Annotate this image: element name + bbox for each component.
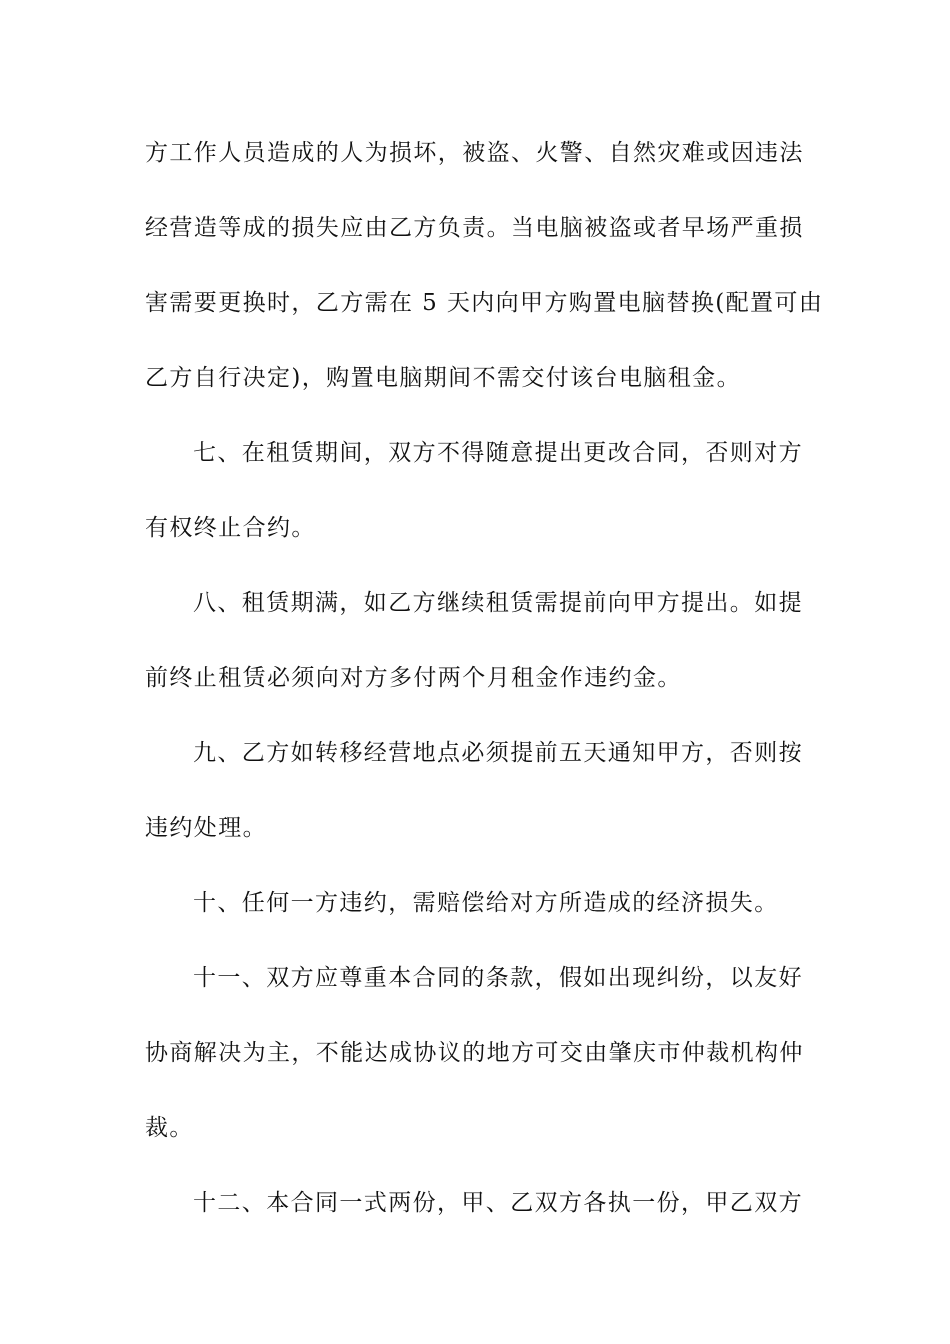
clause-10-line: 十、任何一方违约，需赔偿给对方所造成的经济损失。: [193, 890, 779, 916]
clause-7-line: 七、在租赁期间，双方不得随意提出更改合同，否则对方: [193, 440, 803, 466]
text-line: 乙方自行决定)，购置电脑期间不需交付该台电脑租金。: [145, 365, 741, 391]
text-line: 方工作人员造成的人为损坏，被盗、火警、自然灾难或因违法: [145, 140, 804, 166]
text-line: 有权终止合约。: [145, 515, 316, 541]
clause-11-line: 十一、双方应尊重本合同的条款，假如出现纠纷，以友好: [193, 965, 803, 991]
clause-12-line: 十二、本合同一式两份，甲、乙双方各执一份，甲乙双方: [193, 1190, 803, 1216]
text-line: 前终止租赁必须向对方多付两个月租金作违约金。: [145, 665, 682, 691]
text-line: 经营造等成的损失应由乙方负责。当电脑被盗或者早场严重损: [145, 215, 804, 241]
clause-9-line: 九、乙方如转移经营地点必须提前五天通知甲方，否则按: [193, 740, 803, 766]
text-line: 违约处理。: [145, 815, 267, 841]
text-line: 害需要更换时，乙方需在 5 天内向甲方购置电脑替换(配置可由: [145, 290, 824, 316]
text-line: 协商解决为主，不能达成协议的地方可交由肇庆市仲裁机构仲: [145, 1040, 804, 1066]
contract-text: [145, 128, 824, 1253]
text-line: 裁。: [145, 1115, 194, 1141]
clause-8-line: 八、租赁期满，如乙方继续租赁需提前向甲方提出。如提: [193, 590, 803, 616]
